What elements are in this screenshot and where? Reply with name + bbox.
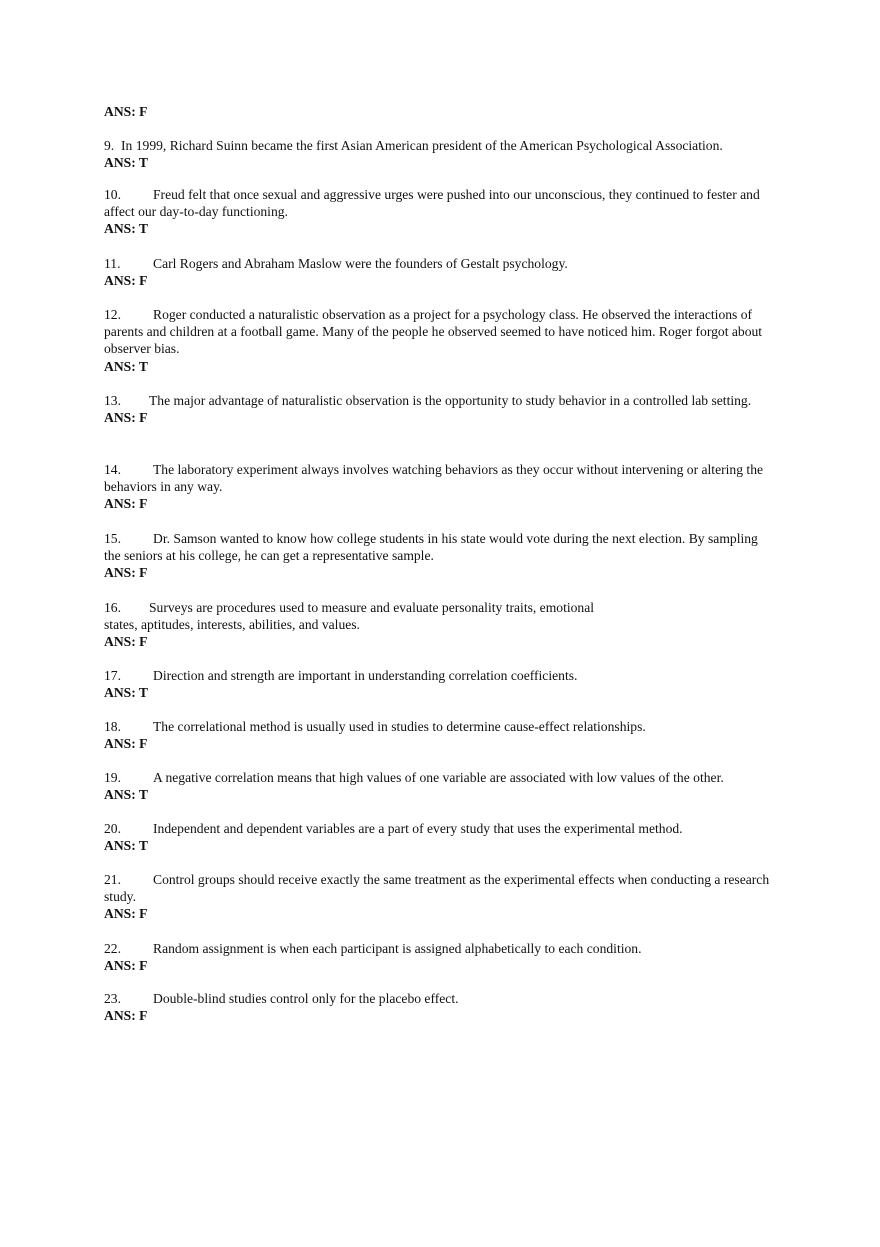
answer-label: ANS: — [104, 221, 136, 237]
answer-label: ANS: — [104, 906, 136, 922]
question-body: Carl Rogers and Abraham Maslow were the founders of Gestalt psychology. — [153, 256, 568, 271]
answer-value: F — [139, 565, 148, 581]
question-body: Random assignment is when each participant is assigned alphabetically to each condition. — [153, 941, 642, 956]
question-10 — [104, 186, 776, 238]
answer-value: F — [139, 1008, 148, 1024]
question-number: 18. — [104, 719, 121, 734]
question-text — [104, 461, 776, 495]
answer-line — [104, 220, 776, 237]
answer-line — [104, 495, 776, 512]
question-body: The correlational method is usually used in studies to determine cause-effect relationships. — [153, 719, 646, 734]
question-20 — [104, 820, 776, 854]
answer-value: F — [139, 496, 148, 512]
question-text — [104, 137, 776, 154]
question-body: Double-blind studies control only for the placebo effect. — [153, 991, 459, 1006]
answer-line — [104, 633, 776, 650]
question-text — [104, 530, 776, 564]
question-11 — [104, 255, 776, 289]
question-number: 19. — [104, 770, 121, 785]
answer-line — [104, 103, 776, 120]
question-text — [104, 599, 776, 616]
answer-line — [104, 154, 776, 171]
question-text — [104, 306, 776, 358]
answer-line — [104, 735, 776, 752]
answer-line — [104, 409, 776, 426]
question-9 — [104, 137, 776, 171]
answer-value: T — [138, 358, 148, 374]
answer-value: T — [138, 221, 148, 237]
question-number: 23. — [104, 991, 121, 1006]
question-body: Freud felt that once sexual and aggressive urges were pushed into our unconscious, they continued to fester and affect our day-to-day functioning. — [104, 187, 764, 220]
answer-label: ANS: — [104, 496, 136, 512]
answer-line — [104, 1007, 776, 1024]
question-21 — [104, 871, 776, 923]
answer-label: ANS: — [104, 787, 136, 803]
question-number: 9. — [104, 138, 115, 153]
question-text — [104, 820, 776, 837]
answer-label: ANS: — [104, 736, 136, 752]
question-15 — [104, 530, 776, 582]
question-text — [104, 392, 776, 409]
question-text-line-2: states, aptitudes, interests, abilities, and values. — [104, 617, 360, 633]
answer-line — [104, 786, 776, 803]
answer-line — [104, 837, 776, 854]
question-number: 22. — [104, 941, 121, 956]
answer-line — [104, 272, 776, 289]
question-body: Control groups should receive exactly the same treatment as the experimental effects when conducting a research study. — [104, 872, 773, 905]
question-12 — [104, 306, 776, 375]
answer-label: ANS: — [104, 358, 136, 374]
question-16 — [104, 599, 776, 651]
question-text — [104, 871, 776, 905]
question-number: 21. — [104, 872, 121, 887]
question-body: The laboratory experiment always involves watching behaviors as they occur without intervening or altering the behaviors in any way. — [104, 462, 767, 495]
answer-line — [104, 905, 776, 922]
question-text — [104, 940, 776, 957]
answer-value: F — [139, 958, 148, 974]
question-text — [104, 255, 776, 272]
question-19 — [104, 769, 776, 803]
previous-answer — [104, 103, 776, 120]
answer-line — [104, 957, 776, 974]
answer-value: F — [139, 410, 148, 426]
question-number: 20. — [104, 821, 121, 836]
answer-line — [104, 684, 776, 701]
question-body: Independent and dependent variables are a part of every study that uses the experimental method. — [153, 821, 683, 836]
question-14 — [104, 461, 776, 513]
answer-value: F — [139, 634, 148, 650]
answer-label: ANS: — [104, 155, 136, 171]
question-body: Roger conducted a naturalistic observation as a project for a psychology class. He observed the interactions of parents and children at a football game. Many of the people he observed seemed to have noticed him. Roger forgot about observer bias. — [104, 307, 766, 357]
question-body: Direction and strength are important in understanding correlation coefficients. — [153, 668, 578, 683]
question-number: 16. — [104, 600, 121, 615]
answer-label: ANS: — [104, 838, 136, 854]
answer-value: T — [138, 155, 148, 171]
answer-line — [104, 358, 776, 375]
answer-label: ANS: — [104, 410, 136, 426]
question-body: In 1999, Richard Suinn became the first Asian American president of the American Psychological Association. — [121, 138, 723, 153]
answer-label: ANS: — [104, 273, 136, 289]
question-body: Dr. Samson wanted to know how college students in his state would vote during the next election. By sampling the seniors at his college, he can get a representative sample. — [104, 531, 762, 564]
question-number: 15. — [104, 531, 121, 546]
answer-label: ANS: — [104, 1008, 136, 1024]
question-text — [104, 667, 776, 684]
question-body: Surveys are procedures used to measure and evaluate personality traits, emotional — [149, 600, 595, 615]
question-22 — [104, 940, 776, 974]
question-number: 14. — [104, 462, 121, 477]
question-13 — [104, 392, 776, 426]
question-text — [104, 186, 776, 220]
question-17 — [104, 667, 776, 701]
question-18 — [104, 718, 776, 752]
answer-value: T — [138, 838, 148, 854]
answer-value: F — [139, 104, 148, 119]
question-23 — [104, 990, 776, 1024]
question-number: 12. — [104, 307, 121, 322]
answer-line — [104, 564, 776, 581]
question-body: The major advantage of naturalistic observation is the opportunity to study behavior in a controlled lab setting. — [149, 393, 752, 408]
answer-label: ANS: — [104, 685, 136, 701]
question-number: 10. — [104, 187, 121, 202]
question-number: 11. — [104, 256, 121, 271]
question-text — [104, 769, 776, 786]
question-body: A negative correlation means that high values of one variable are associated with low values of the other. — [153, 770, 724, 785]
answer-value: F — [139, 273, 148, 289]
answer-value: T — [138, 787, 148, 803]
answer-label: ANS: — [104, 104, 136, 119]
question-text — [104, 990, 776, 1007]
question-number: 17. — [104, 668, 121, 683]
answer-label: ANS: — [104, 958, 136, 974]
question-number: 13. — [104, 393, 121, 408]
answer-value: F — [139, 736, 148, 752]
answer-value: T — [138, 685, 148, 701]
answer-value: F — [139, 906, 148, 922]
answer-label: ANS: — [104, 565, 136, 581]
answer-label: ANS: — [104, 634, 136, 650]
question-text — [104, 718, 776, 735]
